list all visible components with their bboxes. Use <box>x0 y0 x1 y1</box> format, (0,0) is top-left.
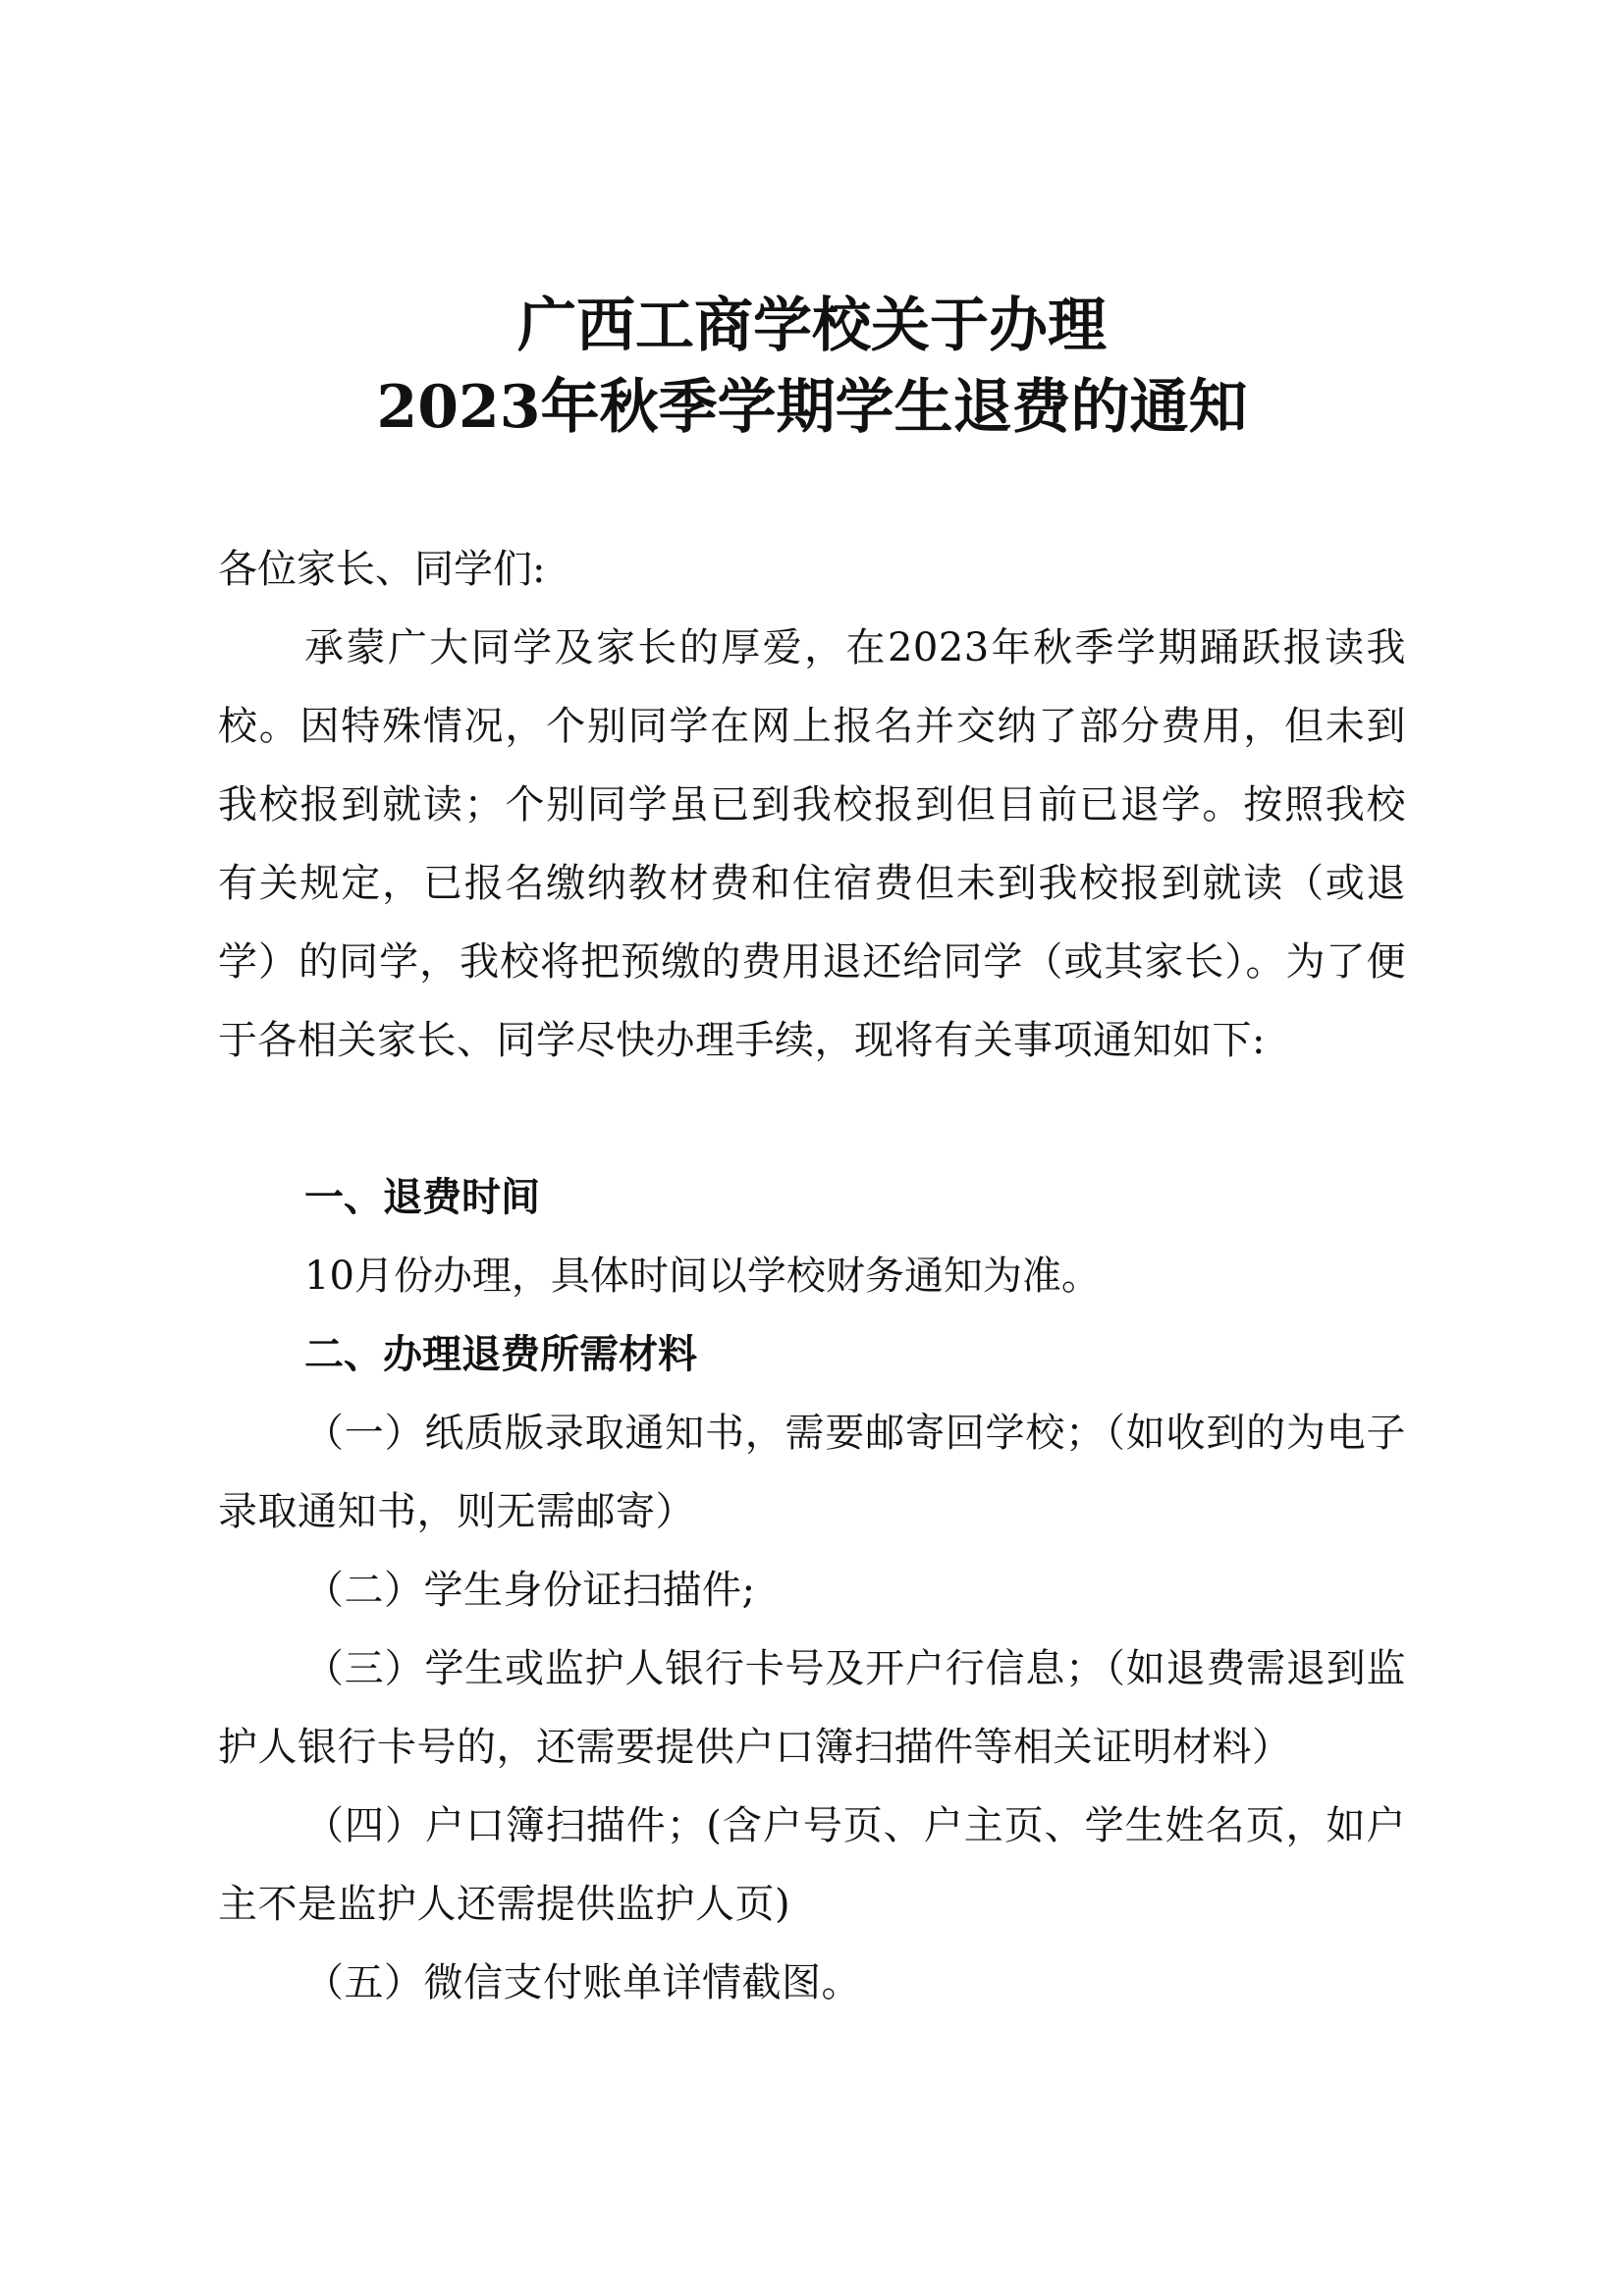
greeting: 各位家长、同学们: <box>218 547 546 592</box>
materials-item-3: （三）学生或监护人银行卡号及开户行信息；（如退费需退到监护人银行卡号的，还需要提供户口簿扫描件等相关证明材料） <box>218 1646 1406 1770</box>
section2-heading: 二、办理退费所需材料 <box>304 1332 697 1377</box>
section1-body: 10月份办理，具体时间以学校财务通知为准。 <box>304 1254 1101 1299</box>
materials-item-1: （一）纸质版录取通知书，需要邮寄回学校；（如收到的为电子录取通知书，则无需邮寄） <box>218 1411 1406 1534</box>
section1-heading: 一、退费时间 <box>304 1175 540 1220</box>
materials-item-2: （二）学生身份证扫描件; <box>304 1568 756 1613</box>
materials-item-5: （五）微信支付账单详情截图。 <box>304 1960 861 2005</box>
materials-item-4: （四）户口簿扫描件；(含户号页、户主页、学生姓名页，如户主不是监护人还需提供监护人页) <box>218 1803 1406 1927</box>
intro-paragraph: 承蒙广大同学及家长的厚爱，在2023年秋季学期踊跃报读我校。因特殊情况，个别同学在网上报名并交纳了部分费用，但未到我校报到就读；个别同学虽已到我校报到但目前已退学。按照我校有关规定，已报名缴纳教材费和住宿费但未到我校报到就读（或退学）的同学，我校将把预缴的费用退还给同学（或其家长）。为了便于各相关家长、同学尽快办理手续，现将有关事项通知如下: <box>218 625 1406 1063</box>
document-title-line2: 2023年秋季学期学生退费的通知 <box>376 373 1248 442</box>
document-title-line1: 广西工商学校关于办理 <box>517 292 1107 360</box>
